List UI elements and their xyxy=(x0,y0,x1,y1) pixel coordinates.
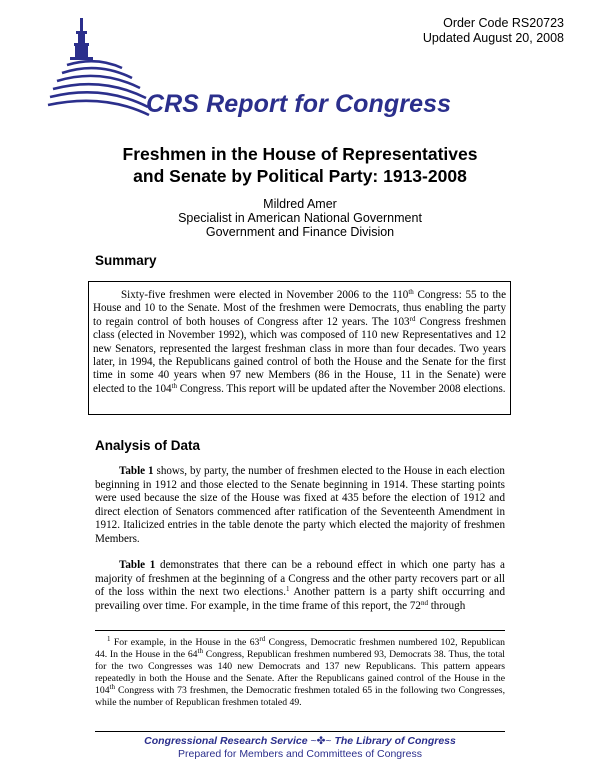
summary-box xyxy=(88,281,511,415)
document-title xyxy=(0,143,600,187)
summary-heading: Summary xyxy=(95,253,157,268)
order-code: Order Code RS20723 xyxy=(443,16,564,30)
capitol-dome-icon xyxy=(40,18,150,122)
author-block xyxy=(0,197,600,239)
footnote-ref[interactable]: 1 xyxy=(286,585,290,593)
analysis-heading: Analysis of Data xyxy=(95,438,201,453)
footnote-1: $^1$ For example, in the House in the 63rd Congress, Democratic freshmen numbered 102, Republican 44. In the House in the 64th Congress, Republican freshmen numbered 93, Democrats 38. Thus, the total for the two Congresses was 140 new Democrats and 137 new Republicans. This pattern appears repeatedly in both the House and the Senate. After the Republicans gained control of the House in the 104th Congress with 73 freshmen, the Democratic freshmen totaled 65 in the following two Congresses, while the number of Republican freshmen totaled 49. xyxy=(95,635,506,708)
report-series-title: CRS Report for Congress xyxy=(146,90,452,118)
summary-text: Sixty-five freshmen were elected in November 2006 to the 110th Congress: 55 to the House and 10 to the Senate. Most of the freshmen were Democrats, thus enabling the party to regain control of both houses of Congress after 12 years. The 103rd Congress freshmen class (elected in November 1992), which was composed of 110 new Representatives and 12 new Senators, represented the largest freshman class in more than four decades. Two years later, in 1994, the Republicans gained control of both the House and the Senate for the first time in some 40 years when 97 new Members (86 in the House, 11 in the Senate) were elected to the 104th Congress. This report will be updated after the November 2008 elections. xyxy=(93,288,506,395)
author-division: Government and Finance Division xyxy=(205,225,395,239)
author-role: Specialist in American National Government xyxy=(178,211,422,225)
order-code-block xyxy=(423,16,564,46)
footer-ornament: ~✤~ xyxy=(307,735,335,747)
analysis-paragraph-2: Table 1 demonstrates that there can be a rebound effect in which one party has a majority of freshmen at the beginning of a Congress and the other party recovers part or all of the loss within the next two elections.$^1$ Another pattern is a party shift occurring and prevailing over time. For example, in the time frame of this report, the 72nd through xyxy=(95,559,505,612)
author-name: Mildred Amer xyxy=(263,197,337,211)
title-line-1: Freshmen in the House of Representatives xyxy=(122,144,478,164)
title-line-2: and Senate by Political Party: 1913-2008 xyxy=(133,166,467,186)
analysis-paragraph-1: Table 1 shows, by party, the number of freshmen elected to the House in each election beginning in 1912 and those elected to the Senate beginning in 1914. These starting points were used because the size of the House was fixed at 435 before the election of 1912 and direct election of Senators commenced after ratification of the Seventeenth Amendment in 1912. Italicized entries in the table denote the party which elected the majority of freshmen Members. xyxy=(95,465,505,545)
footnote-divider xyxy=(95,630,505,631)
footer-note: Prepared for Members and Committees of Congress xyxy=(178,748,422,760)
footer-divider xyxy=(95,731,505,732)
updated-date: Updated August 20, 2008 xyxy=(422,31,564,45)
footer-publisher: Congressional Research Service ~✤~ The Library of Congress xyxy=(144,735,456,747)
